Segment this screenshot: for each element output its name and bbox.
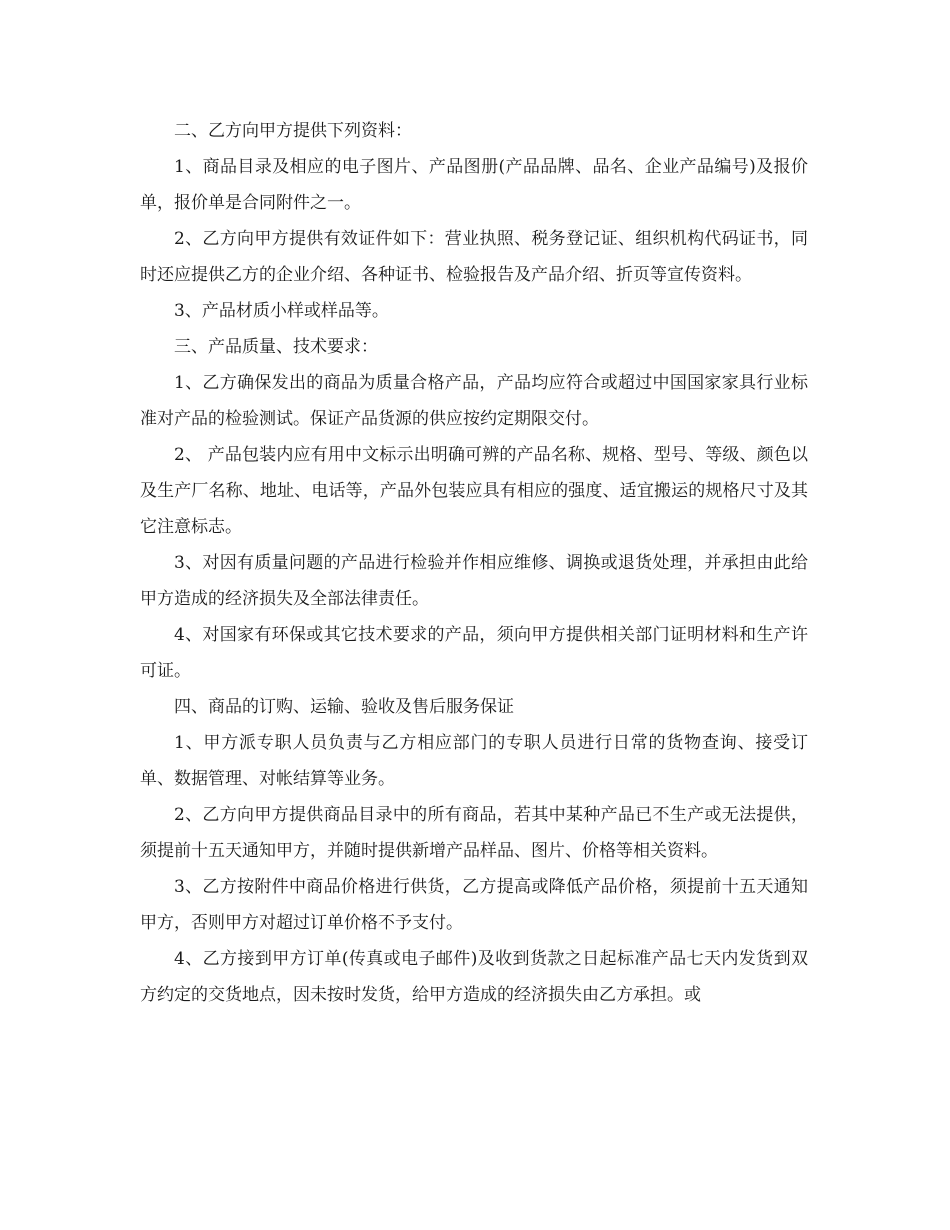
paragraph: 3、对因有质量问题的产品进行检验并作相应维修、调换或退货处理，并承担由此给甲方造成的经济损失及全部法律责任。 bbox=[140, 553, 808, 609]
paragraph: 2、乙方向甲方提供商品目录中的所有商品，若其中某种产品已不生产或无法提供，须提前十五天通知甲方，并随时提供新增产品样品、图片、价格等相关资料。 bbox=[140, 805, 808, 861]
paragraph: 4、对国家有环保或其它技术要求的产品，须向甲方提供相关部门证明材料和生产许可证。 bbox=[140, 625, 808, 681]
document-body bbox=[140, 113, 808, 1013]
section-heading: 四、商品的订购、运输、验收及售后服务保证 bbox=[174, 697, 514, 717]
paragraph: 1、商品目录及相应的电子图片、产品图册(产品品牌、品名、企业产品编号)及报价单，报价单是合同附件之一。 bbox=[140, 157, 808, 213]
paragraph: 3、产品材质小样或样品等。 bbox=[174, 301, 389, 321]
section-heading: 二、乙方向甲方提供下列资料： bbox=[174, 121, 412, 141]
section-heading: 三、产品质量、技术要求： bbox=[174, 337, 378, 357]
paragraph: 2、乙方向甲方提供有效证件如下：营业执照、税务登记证、组织机构代码证书，同时还应提供乙方的企业介绍、各种证书、检验报告及产品介绍、折页等宣传资料。 bbox=[140, 229, 808, 285]
paragraph: 3、乙方按附件中商品价格进行供货，乙方提高或降低产品价格，须提前十五天通知甲方，否则甲方对超过订单价格不予支付。 bbox=[140, 877, 808, 933]
paragraph: 1、甲方派专职人员负责与乙方相应部门的专职人员进行日常的货物查询、接受订单、数据管理、对帐结算等业务。 bbox=[140, 733, 808, 789]
paragraph: 4、乙方接到甲方订单(传真或电子邮件)及收到货款之日起标准产品七天内发货到双方约定的交货地点，因未按时发货，给甲方造成的经济损失由乙方承担。或 bbox=[140, 949, 808, 1005]
paragraph: 1、乙方确保发出的商品为质量合格产品，产品均应符合或超过中国国家家具行业标准对产品的检验测试。保证产品货源的供应按约定期限交付。 bbox=[140, 373, 808, 429]
paragraph: 2、 产品包装内应有用中文标示出明确可辨的产品名称、规格、型号、等级、颜色以及生产厂名称、地址、电话等，产品外包装应具有相应的强度、适宜搬运的规格尺寸及其它注意标志。 bbox=[140, 445, 808, 537]
